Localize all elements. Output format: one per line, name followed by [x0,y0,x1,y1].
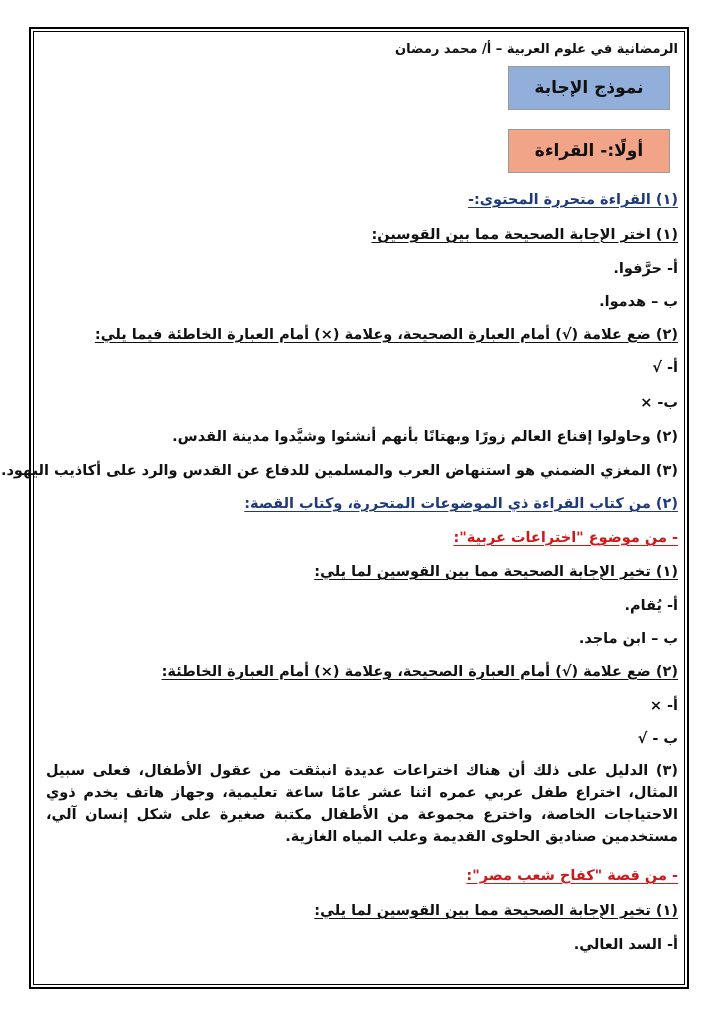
topic1-q2-answer-a: أ- × [649,698,678,714]
topic1-q2-answer-b: ب - √ [637,731,678,747]
answer4: (٣) المغزي الضمني هو استنهاض العرب والمسلمين للدفاع عن القدس والرد على أكاذيب اليهود. [0,463,678,479]
topic2-answer-a: أ- السد العالي. [573,937,678,953]
answer3: (٢) وحاولوا إقناع العالم زورًا وبهتانًا بأنهم أنشئوا وشيَّدوا مدينة القدس. [172,429,678,445]
topic1-question2: (٢) ضع علامة (√) أمام العبارة الصحيحة، وعلامة (×) أمام العبارة الخاطئة: [161,664,678,680]
answer2-a: أ- √ [652,360,678,376]
topic1-answer-b: ب – ابن ماجد. [578,631,678,647]
question2: (٢) ضع علامة (√) أمام العبارة الصحيحة، وعلامة (×) أمام العبارة الخاطئة فيما يلي: [94,327,678,343]
question1: (١) اختر الإجابة الصحيحة مما بين القوسين: [371,227,678,243]
topic2-question1: (١) تخير الإجابة الصحيحة مما بين القوسين لما يلي: [314,903,678,919]
page-header: الرمضانية في علوم العربية – أ/ محمد رمضان [395,42,678,57]
topic1-answer-a: أ- يُقام. [624,598,678,614]
section1-title: (١) القراءة متحررة المحتوى:- [467,192,678,208]
topic-inventions-title: - من موضوع "اختراعات عربية": [453,530,678,546]
answer1-b: ب – هدموا. [599,294,678,310]
answer1-a: أ- حرَّفوا. [613,261,678,277]
section2-title: (٢) من كتاب القراءة ذي الموضوعات المتحررة، وكتاب القصة: [244,496,678,512]
topic-story-title: - من قصة "كفاح شعب مصر": [466,868,678,884]
answer2-b: ب- × [640,395,678,411]
topic1-question1: (١) تخير الإجابة الصحيحة مما بين القوسين لما يلي: [314,564,678,580]
model-answer-box: نموذج الإجابة [508,66,670,110]
topic1-answer3-paragraph: (٣) الدليل على ذلك أن هناك اختراعات عديدة انبثقت من عقول الأطفال، فعلى سبيل المثال، اختراع طفل عربي عمره اثنا عشر عامًا ساعة تعليمية، وجهاز هاتف يخدم ذوي الاحتياجات الخاصة، واخترع مجموعة من الأطفال مكتبة صغيرة على شكل إنسان آلي، مستخدمين صناديق الحلوى القديمة وعلب المياه الغازية. [46,763,678,845]
reading-section-box: أولًا:- القراءة [508,129,670,173]
